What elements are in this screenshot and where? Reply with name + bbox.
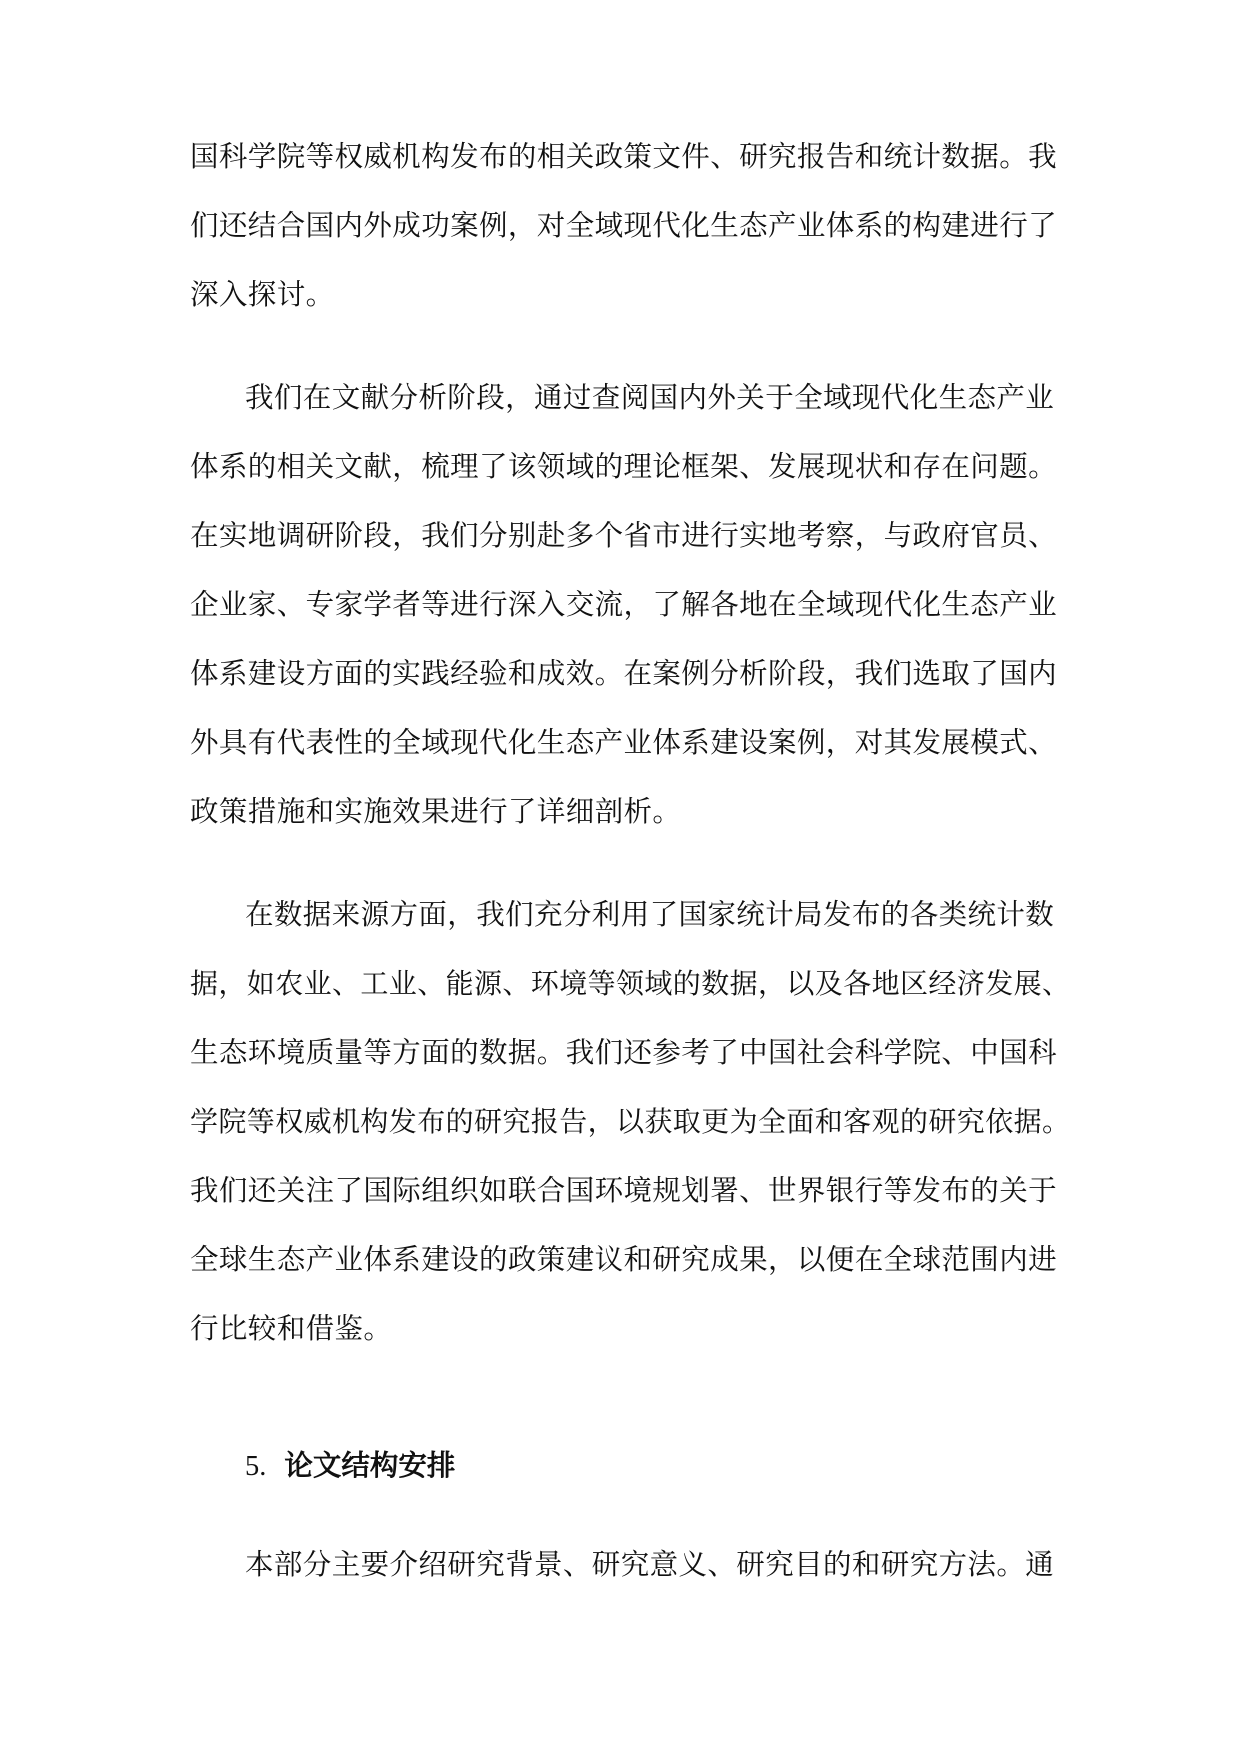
paragraph-line: 生态环境质量等方面的数据。我们还参考了中国社会科学院、中国科 [190, 1036, 1058, 1069]
paragraph-line: 在实地调研阶段，我们分别赴多个省市进行实地考察，与政府官员、 [190, 519, 1058, 552]
paragraph-line: 企业家、专家学者等进行深入交流，了解各地在全域现代化生态产业 [190, 588, 1058, 621]
paragraph-line: 政策措施和实施效果进行了详细剖析。 [190, 795, 682, 828]
paragraph-line: 们还结合国内外成功案例，对全域现代化生态产业体系的构建进行了 [190, 209, 1058, 242]
paragraph-line: 国科学院等权威机构发布的相关政策文件、研究报告和统计数据。我 [190, 140, 1058, 173]
paragraph-line: 外具有代表性的全域现代化生态产业体系建设案例，对其发展模式、 [190, 726, 1058, 759]
section-number: 5. [245, 1451, 267, 1482]
paragraph-line: 我们在文献分析阶段，通过查阅国内外关于全域现代化生态产业 [245, 381, 1055, 414]
section-heading [245, 1446, 455, 1486]
section-title: 论文结构安排 [284, 1449, 456, 1482]
paragraph-line: 行比较和借鉴。 [190, 1312, 393, 1345]
paragraph-line: 本部分主要介绍研究背景、研究意义、研究目的和研究方法。通 [245, 1548, 1055, 1581]
paragraph-line: 我们还关注了国际组织如联合国环境规划署、世界银行等发布的关于 [190, 1174, 1058, 1207]
paragraph-line: 在数据来源方面，我们充分利用了国家统计局发布的各类统计数 [245, 898, 1055, 931]
paragraph-line: 深入探讨。 [190, 278, 335, 311]
paragraph-line: 全球生态产业体系建设的政策建议和研究成果，以便在全球范围内进 [190, 1243, 1058, 1276]
paragraph-line: 据，如农业、工业、能源、环境等领域的数据，以及各地区经济发展、 [190, 967, 1071, 1000]
paragraph-line: 体系建设方面的实践经验和成效。在案例分析阶段，我们选取了国内 [190, 657, 1058, 690]
paragraph-line: 学院等权威机构发布的研究报告，以获取更为全面和客观的研究依据。 [190, 1105, 1071, 1138]
paragraph-line: 体系的相关文献，梳理了该领域的理论框架、发展现状和存在问题。 [190, 450, 1058, 483]
